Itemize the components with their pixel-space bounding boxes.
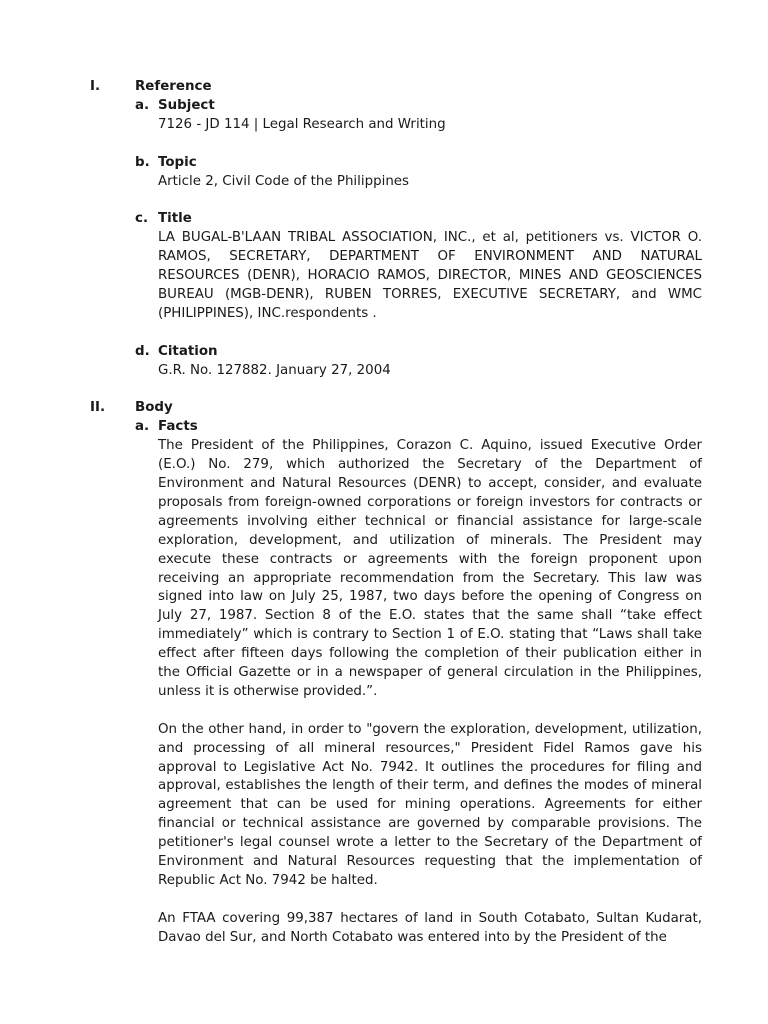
subsection-text: G.R. No. 127882. January 27, 2004 <box>158 362 391 378</box>
subsection-citation <box>135 343 702 381</box>
subsection-letter: a. <box>135 419 150 435</box>
subsection-heading: Topic <box>158 154 197 170</box>
section-heading: Body <box>135 400 173 416</box>
subsection-text: LA BUGAL-B'LAAN TRIBAL ASSOCIATION, INC., et al, petitioners vs. VICTOR O. RAMOS, SECRETARY, DEPARTMENT OF ENVIRONMENT AND NATURAL RESOURCES (DENR), HORACIO RAMOS, DIRECTOR, MINES AND GEOSCIENCES BUREAU (MGB-DENR), RUBEN TORRES, EXECUTIVE SECRETARY, and WMC (PHILIPPINES), INC.respondents . <box>158 230 702 321</box>
subsection-letter: c. <box>135 211 149 227</box>
subsection-subject <box>135 97 702 135</box>
facts-paragraph: The President of the Philippines, Corazon C. Aquino, issued Executive Order (E.O.) No. 279, which authorized the Secretary of the Department of Environment and Natural Resources (DENR) to accept, consider, and evaluate proposals from foreign-owned corporations or foreign investors for contracts or agreements involving either technical or financial assistance for large-scale exploration, development, and utilization of minerals. The President may execute these contracts or agreements with the foreign proponent upon receiving an appropriate recommendation from the Secretary. This law was signed into law on July 25, 1987, two days before the opening of Congress on July 27, 1987. Section 8 of the E.O. states that the same shall “take effect immediately” which is contrary to Section 1 of E.O. stating that “Laws shall take effect after fifteen days following the completion of their publication either in the Official Gazette or in a newspaper of general circulation in the Philippines, unless it is otherwise provided.”. <box>158 438 702 699</box>
subsection-heading: Citation <box>158 343 218 359</box>
section-numeral: II. <box>90 400 106 416</box>
subsection-letter: a. <box>135 97 150 113</box>
section-heading: Reference <box>135 79 212 94</box>
subsection-heading: Title <box>158 211 192 227</box>
subsection-text: 7126 - JD 114 | Legal Research and Writing <box>158 116 446 132</box>
section-reference <box>90 78 702 380</box>
subsection-heading: Facts <box>158 419 198 435</box>
subsection-letter: d. <box>135 343 150 359</box>
subsection-topic <box>135 154 702 192</box>
section-body <box>90 399 702 947</box>
facts-body <box>158 437 702 947</box>
subsection-title <box>135 210 702 323</box>
subsection-letter: b. <box>135 154 150 170</box>
section-numeral: I. <box>90 79 101 94</box>
subsection-text: Article 2, Civil Code of the Philippines <box>158 173 410 189</box>
facts-paragraph: On the other hand, in order to "govern the exploration, development, utilization, and processing of all mineral resources," President Fidel Ramos gave his approval to Legislative Act No. 7942. It outlines the procedures for filing and approval, establishes the length of their term, and defines the modes of mineral agreement that can be used for mining operations. Agreements for either financial or technical assistance are governed by comparable provisions. The petitioner's legal counsel wrote a letter to the Secretary of the Department of Environment and Natural Resources requesting that the implementation of Republic Act No. 7942 be halted. <box>158 721 702 888</box>
document-content <box>90 78 702 948</box>
subsection-heading: Subject <box>158 97 215 113</box>
facts-paragraph: An FTAA covering 99,387 hectares of land in South Cotabato, Sultan Kudarat, Davao del Sur, and North Cotabato was entered into by the President of the <box>158 910 702 945</box>
subsection-facts <box>135 418 702 947</box>
